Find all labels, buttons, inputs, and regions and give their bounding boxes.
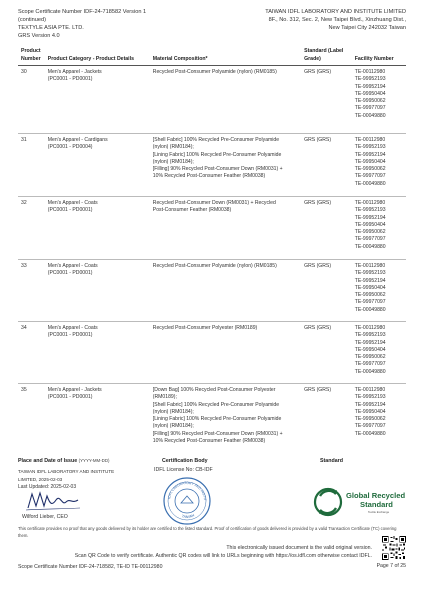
- material-composition: Recycled Post-Consumer Down (RM0031) + Recycled Post-Consumer Feather (RM0038): [150, 197, 301, 260]
- certification-body-label: Certification Body: [162, 458, 208, 464]
- grs-logo-sub: Textile Exchange: [368, 510, 390, 514]
- place-date-label: [18, 458, 146, 464]
- continued-label: (continued): [18, 17, 46, 23]
- disclaimer-text: This certificate provides no proof that any goods delivered by its holder are certified to the listed standard. Proof of certification of goods delivered is provided by a valid Transaction Certificate (TC) covering them.: [18, 526, 397, 538]
- product-category: Men's Apparel - Cardigans (PC0001 - PD0004): [45, 134, 150, 197]
- table-row: [18, 384, 406, 456]
- page-number: Page 7 of 25: [376, 563, 406, 569]
- product-category: Men's Apparel - Coats (PC0001 - PD0001): [45, 322, 150, 384]
- product-table: [18, 46, 406, 456]
- issuer-line2: LIMITED, 2025-02-03: [18, 476, 63, 482]
- grs-logo-line2: Standard: [360, 500, 393, 509]
- idfl-seal-icon: [162, 476, 212, 526]
- standard-grade: GRS (GRS): [301, 134, 352, 197]
- grs-version: GRS Version 4.0: [18, 33, 60, 39]
- col-product-category: Product Category - Product Details: [45, 46, 150, 66]
- facility-numbers: TE-00112980 TE-99952193 TE-99952194 TE-99950404 TE-99950062 TE-99977097 TE-00049880: [352, 197, 406, 260]
- issuer-address-line2: New Taipei City 242032 Taiwan: [328, 25, 406, 31]
- grs-logo-line1: Global Recycled: [346, 491, 406, 500]
- material-composition: [Shell Fabric] 100% Recycled Pre-Consumer Polyamide (nylon) (RM0184); [Lining Fabric] 100% Recycled Pre-Consumer Polyamide (nylon) (RM0184); [Filling] 90% Recycled Post-Consumer Down (RM0031) + 10% Recycled Post-Consumer Feather (RM0038): [150, 134, 301, 197]
- place-date-section: [18, 458, 146, 520]
- header-left: [18, 8, 146, 40]
- standard-grade: GRS (GRS): [301, 66, 352, 134]
- product-category: Men's Apparel - Jackets (PC0001 - PD0001): [47, 387, 102, 401]
- table-row: [18, 66, 406, 134]
- material-composition: [Down Bag] 100% Recycled Post-Consumer Polyester (RM0189); [Shell Fabric] 100% Recycled Pre-Consumer Polyamide (nylon) (RM0184); [Lining Fabric] 100% Recycled Pre-Consumer Polyamide (nylon) (RM0184); [Filling] 90% Recycled Post-Consumer Down (RM0031) + 10% Recycled Post-Consumer Feather (RM0038): [152, 387, 283, 445]
- col-standard: Standard (Label Grade): [301, 46, 352, 66]
- standard-grade: GRS (GRS): [301, 260, 352, 322]
- grs-logo-icon: [312, 482, 408, 522]
- table-header-row: [18, 46, 406, 66]
- standard-grade: GRS (GRS): [301, 322, 352, 384]
- svg-text:TAIWAN: [181, 513, 195, 519]
- seal-top-text: IDFL LABORATORY AND INSTIT: [167, 480, 208, 501]
- product-number: 31: [18, 134, 45, 197]
- facility-numbers: TE-00112980 TE-99952193 TE-99952194 TE-99950404 TE-99950062 TE-99977097 TE-00049880: [352, 322, 406, 384]
- certification-body-section: [144, 458, 294, 520]
- facility-numbers: TE-00112980 TE-99952193 TE-99952194 TE-99950404 TE-99950062 TE-99977097 TE-00049880: [354, 387, 386, 437]
- standard-label: Standard: [320, 458, 343, 464]
- product-category: Men's Apparel - Coats (PC0001 - PD0001): [45, 260, 150, 322]
- product-number: 32: [18, 197, 45, 260]
- col-facility: Facility Number: [352, 46, 406, 66]
- electronic-notice: [75, 544, 372, 560]
- standard-grade: GRS (GRS): [301, 197, 352, 260]
- table-row: [18, 134, 406, 197]
- table-row: [18, 322, 406, 384]
- issuer-name: TAIWAN IDFL LABORATORY AND INSTITUTE LIMITED: [265, 9, 406, 15]
- col-product-number: Product Number: [18, 46, 45, 66]
- signature-image: [22, 488, 82, 514]
- bottom-reference-text: Scope Certificate Number IDF-24-718582, TE-ID TE-00112980: [18, 564, 163, 570]
- material-composition: Recycled Post-Consumer Polyamide (nylon) (RM0185): [150, 66, 301, 134]
- material-composition: Recycled Post-Consumer Polyester (RM0189): [150, 322, 301, 384]
- facility-numbers: TE-00112980 TE-99952193 TE-99952194 TE-99950404 TE-99950062 TE-99977097 TE-00049880: [352, 134, 406, 197]
- col-material: Material Composition*: [150, 46, 301, 66]
- product-number: 34: [18, 322, 45, 384]
- svg-text:IDFL LABORATORY AND INSTITUTE: [162, 476, 207, 501]
- company-name: TEXTYLE ASIA PTE. LTD.: [18, 25, 84, 31]
- signer-name: Wilford Lieber, CEO: [22, 514, 68, 520]
- electronic-valid-text: This electronically issued document is the valid original version.: [226, 545, 372, 551]
- table-row: [18, 197, 406, 260]
- facility-numbers: TE-00112980 TE-99952193 TE-99952194 TE-99950404 TE-99950062 TE-99977097 TE-00049880: [352, 66, 406, 134]
- standard-section: [302, 458, 406, 514]
- last-updated: Last Updated: 2025-02-03: [18, 483, 77, 490]
- license-number: IDFL License No: CB-IDF: [154, 467, 213, 473]
- table-row: [18, 260, 406, 322]
- standard-grade: GRS (GRS): [304, 387, 332, 393]
- product-number: 30: [18, 66, 45, 134]
- place-label-text: Place and Date of Issue: [18, 458, 78, 464]
- header-right: [265, 8, 406, 32]
- qr-note-text: Scan QR Code to verify certificate. Authentic QR codes will link to URLs beginning with https://os.idfl.com otherwise contact IDFL.: [74, 553, 372, 559]
- facility-numbers: TE-00112980 TE-99952193 TE-99952194 TE-99950404 TE-99950062 TE-99977097 TE-00049880: [352, 260, 406, 322]
- product-category: Men's Apparel - Coats (PC0001 - PD0001): [45, 197, 150, 260]
- issuer-address-line1: 8F., No. 312, Sec. 2, New Taipei Blvd., Xinzhuang Dist.,: [268, 17, 406, 23]
- product-number: 35: [21, 387, 27, 393]
- product-category: Men's Apparel - Jackets (PC0001 - PD0001): [45, 66, 150, 134]
- date-format: (YYYY-MM-DD): [78, 458, 110, 463]
- bottom-reference: [18, 563, 162, 571]
- issuer-line1: TAIWAN IDFL LABORATORY AND INSTITUTE: [18, 469, 115, 474]
- material-composition: Recycled Post-Consumer Polyamide (nylon) (RM0185): [150, 260, 301, 322]
- qr-code-icon[interactable]: [382, 536, 406, 560]
- seal-bottom-text: TAIWAN: [181, 513, 196, 520]
- product-number: 33: [18, 260, 45, 322]
- certificate-number: Scope Certificate Number IDF-24-718582 Version 1: [18, 9, 147, 15]
